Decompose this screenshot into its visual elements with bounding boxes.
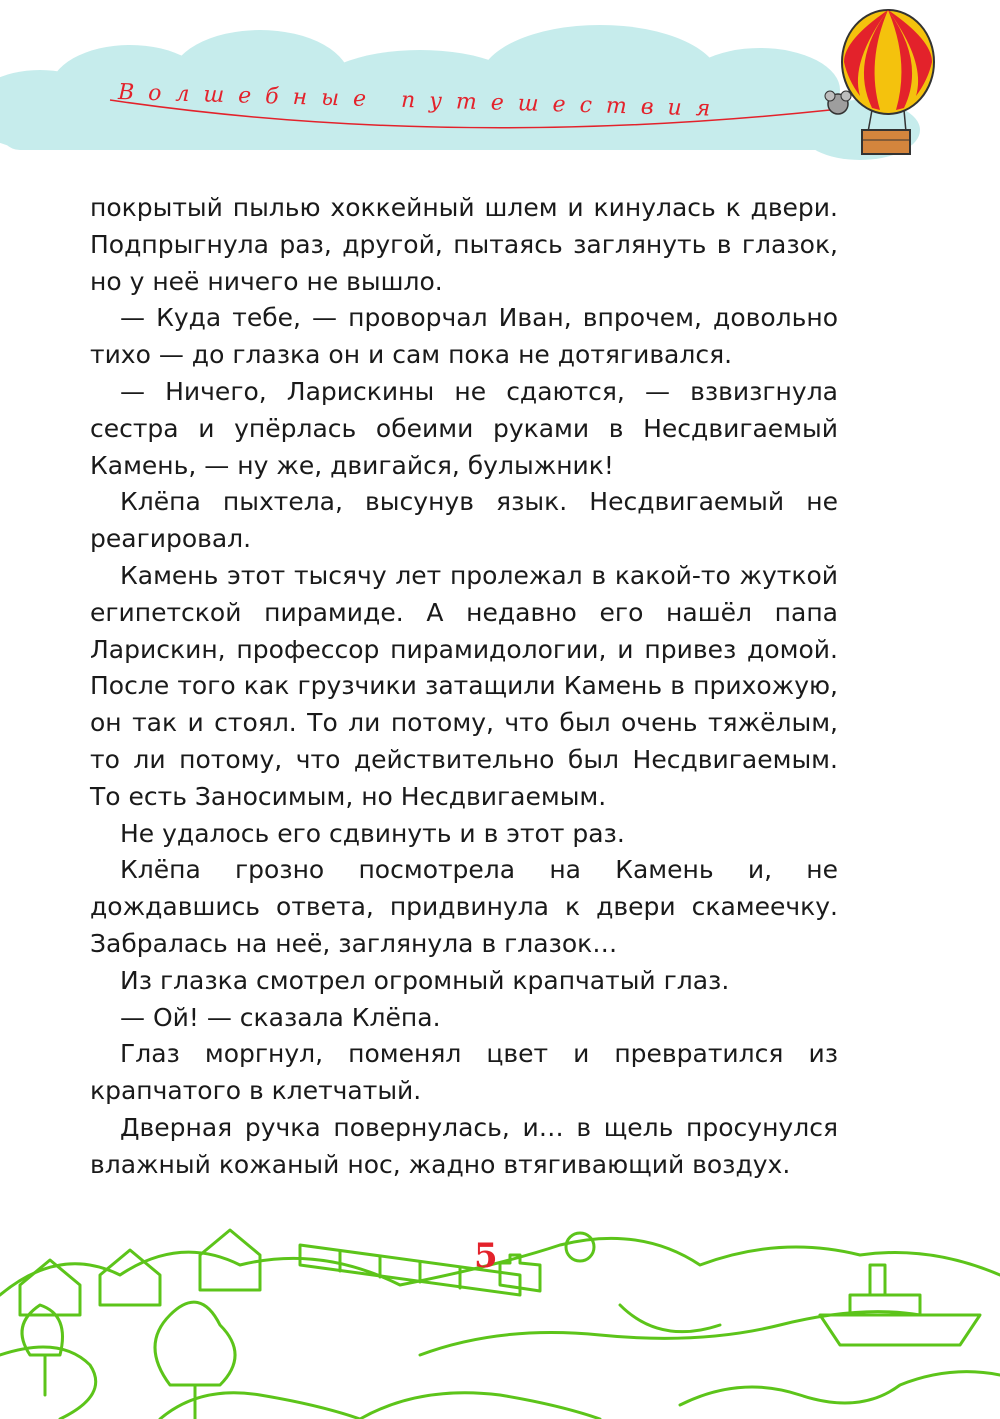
houses xyxy=(20,1230,260,1315)
river xyxy=(0,1347,360,1419)
paragraph: — Ничего, Ларискины не сдаются, — взвизгнула сестра и упёрлась обеими руками в Несдвигаемый Камень, — ну же, двигайся, булыжник! xyxy=(90,376,838,480)
paragraph: покрытый пылью хоккейный шлем и кинулась к двери. Подпрыгнула раз, другой, пытаясь заглянуть в глазок, но у неё ничего не вышло. xyxy=(90,193,838,296)
page-number: 5 xyxy=(474,1236,498,1276)
paragraph: Дверная ручка повернулась, и… в щель просунулся влажный кожаный нос, жадно втягивающий воздух. xyxy=(90,1112,838,1179)
paragraph: Не удалось его сдвинуть и в этот раз. xyxy=(120,818,625,848)
paragraph: Из глазка смотрел огромный крапчатый глаз. xyxy=(120,965,730,995)
paragraph: Камень этот тысячу лет пролежал в какой-то жуткой египетской пирамиде. А недавно его нашёл папа Ларискин, профессор пирамидологии, и привез домой. После того как грузчики затащили Камень в прихожую, он так и стоял. То ли потому, что был очень тяжёлым, то ли потому, что действительно был Несдвигаемым. То есть Заносимым, но Несдвигаемым. xyxy=(90,560,838,811)
paragraph: Клёпа пыхтела, высунув язык. Несдвигаемый не реагировал. xyxy=(90,487,838,554)
body-text xyxy=(90,190,838,1184)
running-header: Волшебные путешествия xyxy=(117,80,725,122)
ship xyxy=(820,1265,980,1345)
sun-icon xyxy=(566,1233,594,1261)
paragraph: Клёпа грозно посмотрела на Камень и, не дождавшись ответа, придвинула к двери скамеечку. Забралась на неё, заглянула в глазок… xyxy=(90,855,838,958)
paragraph: — Ой! — сказала Клёпа. xyxy=(120,1002,441,1032)
paragraph: Глаз моргнул, поменял цвет и превратился из крапчатого в клетчатый. xyxy=(90,1039,838,1106)
paragraph: — Куда тебе, — проворчал Иван, впрочем, довольно тихо — до глазка он и сам пока не дотягивался. xyxy=(90,303,838,370)
footer-illustration xyxy=(0,1205,1000,1419)
tree xyxy=(155,1302,235,1419)
